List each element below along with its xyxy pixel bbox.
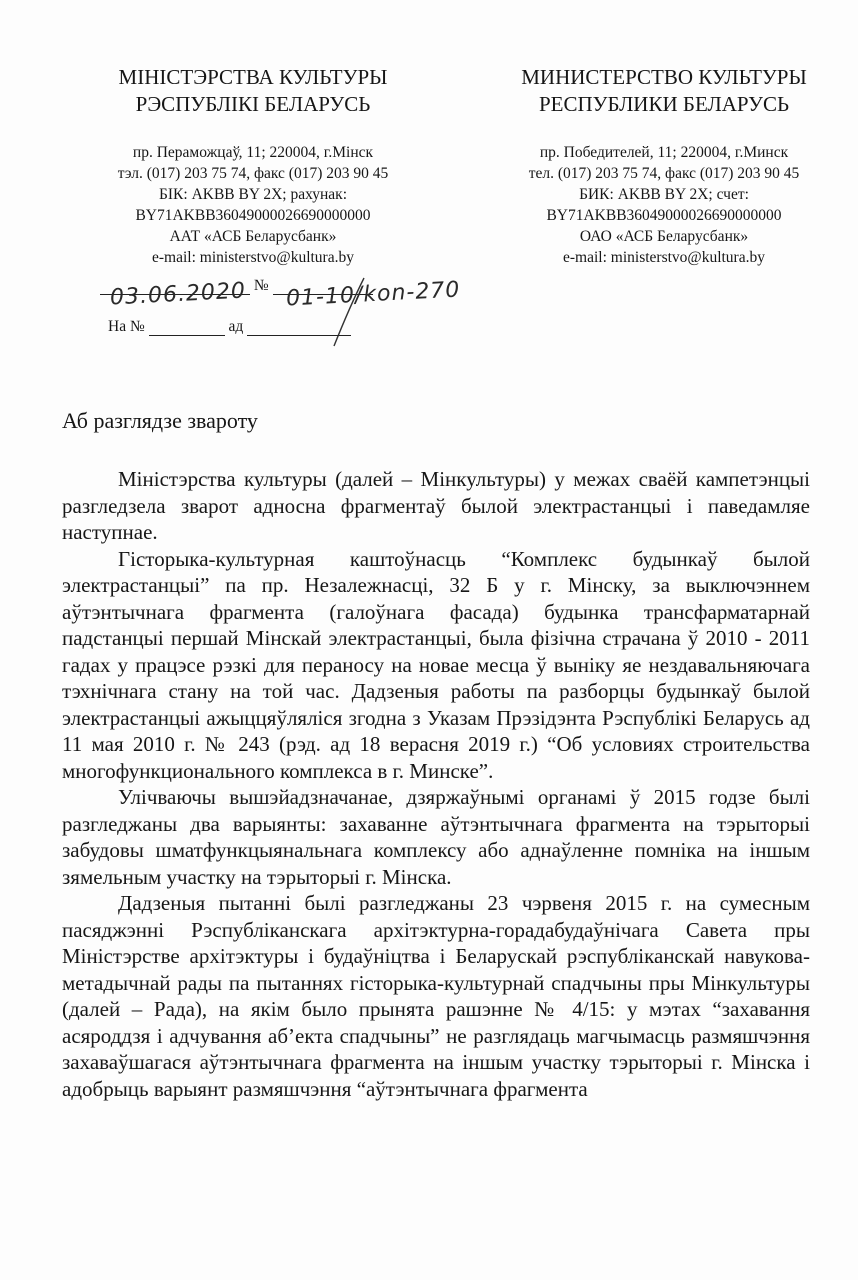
letter-body	[62, 466, 810, 1102]
from-label: ад	[228, 318, 244, 335]
subject-line: Аб разглядзе звароту	[62, 408, 258, 433]
org-name-be	[88, 64, 418, 118]
handwritten-date: 03.06.2020	[109, 278, 247, 311]
address-ru: пр. Победителей, 11; 220004, г.Минск	[539, 144, 789, 161]
header-belarusian	[88, 64, 418, 268]
org-line2-be: РЭСПУБЛІКІ БЕЛАРУСЬ	[135, 92, 371, 116]
bank-be: ААТ «АСБ Беларусбанк»	[169, 228, 337, 245]
paragraph-4: Дадзеныя пытанні былі разгледжаны 23 чэрвеня 2015 г. на сумесным пасяджэнні Рэспубліканскага архітэктурна-горадабудаўнічага Савета пры Міністэрстве архітэктуры і будаўніцтва і Беларускай рэспубліканскай навукова-метадычнай рады па пытаннях гісторыка-культурнай спадчыны пры Мінкультуры (далей – Рада), на якім было прынята рашэнне № 4/15: у мэтах “захавання асяроддзя і адчування аб’екта спадчыны” не разглядаць магчымасць размяшчэння захаваўшагася аўтэнтычнага фрагмента на іншым участку тэрыторыі г. Мінска і адобрыць варыянт размяшчэння “аўтэнтычнага фрагмента	[62, 891, 810, 1101]
paragraph-3: Улічваючы вышэйадзначанае, дзяржаўнымі органамі ў 2015 годзе былі разгледжаны два варыянты: захаванне аўтэнтычнага фрагмента на тэрыторыі забудовы шматфункцыянальнага комплексу або аднаўленне помніка на іншым зямельным участку на тэрыторыі г. Мінска.	[62, 785, 810, 889]
header-russian	[490, 64, 838, 268]
email-ru: e-mail: ministerstvo@kultura.by	[563, 249, 765, 266]
from-blank	[247, 319, 351, 336]
email-be: e-mail: ministerstvo@kultura.by	[152, 249, 354, 266]
org-line2-ru: РЕСПУБЛИКИ БЕЛАРУСЬ	[538, 92, 790, 116]
phone-ru: тел. (017) 203 75 74, факс (017) 203 90 45	[528, 165, 800, 182]
account-be: BY71AKBB36049000026690000000	[135, 207, 371, 224]
address-be: пр. Пераможцаў, 11; 220004, г.Мінск	[132, 144, 374, 161]
org-details-ru	[490, 142, 838, 268]
org-line1-ru: МИНИСТЕРСТВО КУЛЬТУРЫ	[521, 65, 807, 89]
paragraph-1: Міністэрства культуры (далей – Мінкультуры) у межах сваёй кампетэнцыі разгледзела зварот адносна фрагментаў былой электрастанцыі і паведамляе наступнае.	[62, 467, 810, 544]
reply-to-blank	[149, 319, 225, 336]
phone-be: тэл. (017) 203 75 74, факс (017) 203 90 45	[117, 165, 389, 182]
org-line1-be: МІНІСТЭРСТВА КУЛЬТУРЫ	[118, 65, 388, 89]
account-ru: BY71AKBB36049000026690000000	[546, 207, 782, 224]
reply-to-line	[108, 318, 351, 336]
number-sign: №	[253, 277, 269, 294]
org-name-ru	[490, 64, 838, 118]
handwritten-number: 01-10/kon-270	[285, 277, 461, 312]
handwritten-slash-stroke	[330, 276, 370, 348]
org-details-be	[88, 142, 418, 268]
bank-code-be: БІК: AKBB BY 2X; рахунак:	[158, 186, 348, 203]
paragraph-2: Гісторыка-культурная каштоўнасць “Комплекс будынкаў былой электрастанцыі” па пр. Незалежнасці, 32 Б у г. Мінску, за выключэннем аўтэнтычнага фрагмента (галоўнага фасада) будынка трансфарматарнай падстанцыі першай Мінскай электрастанцыі, была фізічна страчана ў 2010 - 2011 гадах у працэсе рэзкі для пераносу на новае месца ў выніку яе нездавальняючага тэхнічнага стану на той час. Дадзеныя работы па разборцы будынкаў былой электрастанцыі ажыццяўляліся згодна з Указам Прэзідэнта Рэспублікі Беларусь ад 11 мая 2010 г. № 243 (рэд. ад 18 верасня 2019 г.) “Об условиях строительства многофункционального комплекса в г. Минске”.	[62, 546, 810, 783]
bank-code-ru: БИК: AKBB BY 2X; счет:	[579, 186, 749, 203]
reply-to-label: На №	[108, 318, 145, 335]
bank-ru: ОАО «АСБ Беларусбанк»	[579, 228, 749, 245]
